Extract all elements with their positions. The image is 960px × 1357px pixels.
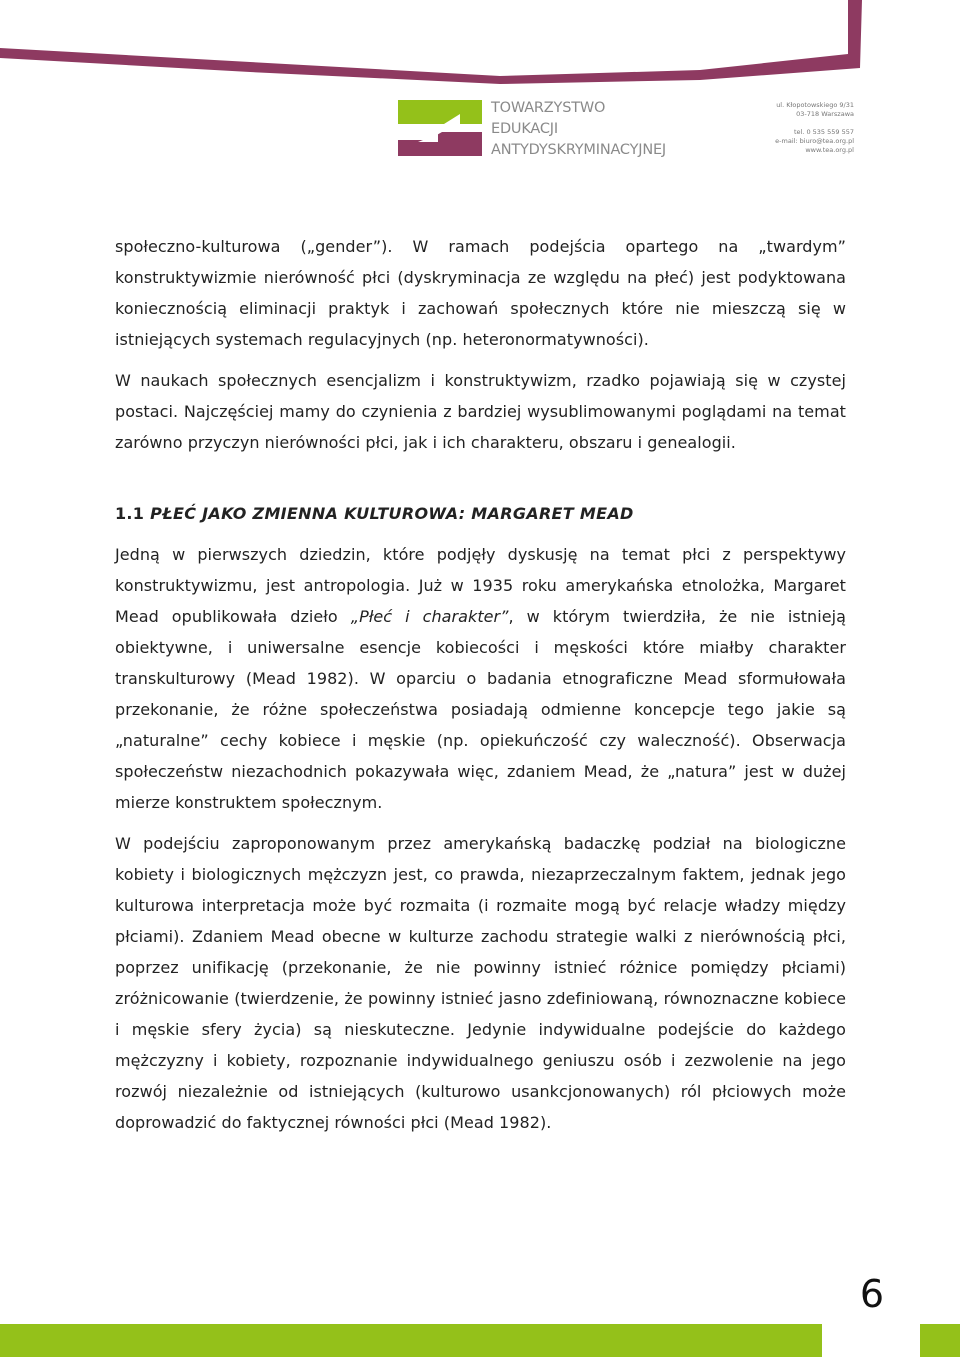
paragraph-3-part-2: , w którym twierdziła, że nie istnieją obiektywne, i uniwersalne esencje kobiecości i męskości które miałby charakter transkulturowy (Mead 1982). W oparciu o badania etnograficzne Mead sformułowała przekonanie, że różne społeczeństwa posiadają odmienne koncepcje tego jakie są „naturalne” cechy kobiece i męskie (np. opiekuńczość czy waleczność). Obserwacja społeczeństw niezachodnich pokazywała więc, zdaniem Mead, że „natura” jest w dużej mierze konstruktem społecznym. [115,607,846,812]
org-name-line-2: EDUKACJI [491,121,558,137]
address-line-1: ul. Kłopotowskiego 9/31 [776,101,854,109]
email: e-mail: biuro@tea.org.pl [775,137,854,145]
paragraph-1: społeczno-kulturowa („gender”). W ramach podejścia opartego na „twardym” konstruktywizmie nierówność płci (dyskryminacja ze względu na płeć) jest podyktowana koniecznością eliminacji praktyk i zachowań społecznych które nie mieszczą się w istniejących systemach regulacyjnych (np. heteronormatywności). [115,237,846,349]
paragraph-3 [115,539,846,818]
org-name-line-3: ANTYDYSKRYMINACYJNEJ [491,142,667,158]
tea-logo-icon [398,100,482,156]
address-line-2: 03-718 Warszawa [796,110,854,118]
website: www.tea.org.pl [805,146,854,154]
phone: tel. 0 535 559 557 [793,128,854,136]
section-number: 1.1 [115,504,151,523]
section-heading [115,498,846,529]
contact-block [775,101,854,155]
section-title: PŁEĆ JAKO ZMIENNA KULTUROWA: MARGARET MEAD [150,504,634,523]
organization-name [491,98,666,161]
org-name-line-1: TOWARZYSTWO [491,100,606,116]
document-body [115,231,846,1138]
book-title: „Płeć i charakter” [350,607,509,626]
footer-bar-end [920,1324,960,1357]
paragraph-2: W naukach społecznych esencjalizm i konstruktywizm, rzadko pojawiają się w czystej postaci. Najczęściej mamy do czynienia z bardziej wysublimowanymi poglądami na temat zarówno przyczyn nierówności płci, jak i ich charakteru, obszaru i genealogii. [115,371,846,452]
header-band [0,0,960,110]
paragraph-3-part-1: Jedną w pierwszych dziedzin, które podjęły dyskusję na temat płci z perspektywy konstruktywizmu, jest antropologia. Już w 1935 roku amerykańska etnolożka, Margaret Mead opublikowała dzieło [115,545,846,626]
footer-bar [0,1324,822,1357]
paragraph-4: W podejściu zaproponowanym przez amerykańską badaczkę podział na biologiczne kobiety i biologicznych mężczyzn jest, co prawda, niezaprzeczalnym faktem, jednak jego kulturowa interpretacja może być rozmaita (i rozmaite mogą być relacje władzy między płciami). Zdaniem Mead obecne w kulturze zachodu strategie walki z nierównością płci, poprzez unifikację (przekonanie, że nie powinny istnieć różnice pomiędzy płciami) zróżnicowanie (twierdzenie, że powinny istnieć jasno zdefiniowaną, równoznaczne kobiece i męskie sfery życia) są nieskuteczne. Jedynie indywidualne podejście do każdego mężczyzny i kobiety, rozpoznanie indywidualnego geniuszu osób i zezwolenie na jego rozwój niezależnie od istniejących (kulturowo usankcjonowanych) ról płciowych może doprowadzić do faktycznej równości płci (Mead 1982). [115,834,846,1132]
page-number: 6 [859,1272,885,1316]
